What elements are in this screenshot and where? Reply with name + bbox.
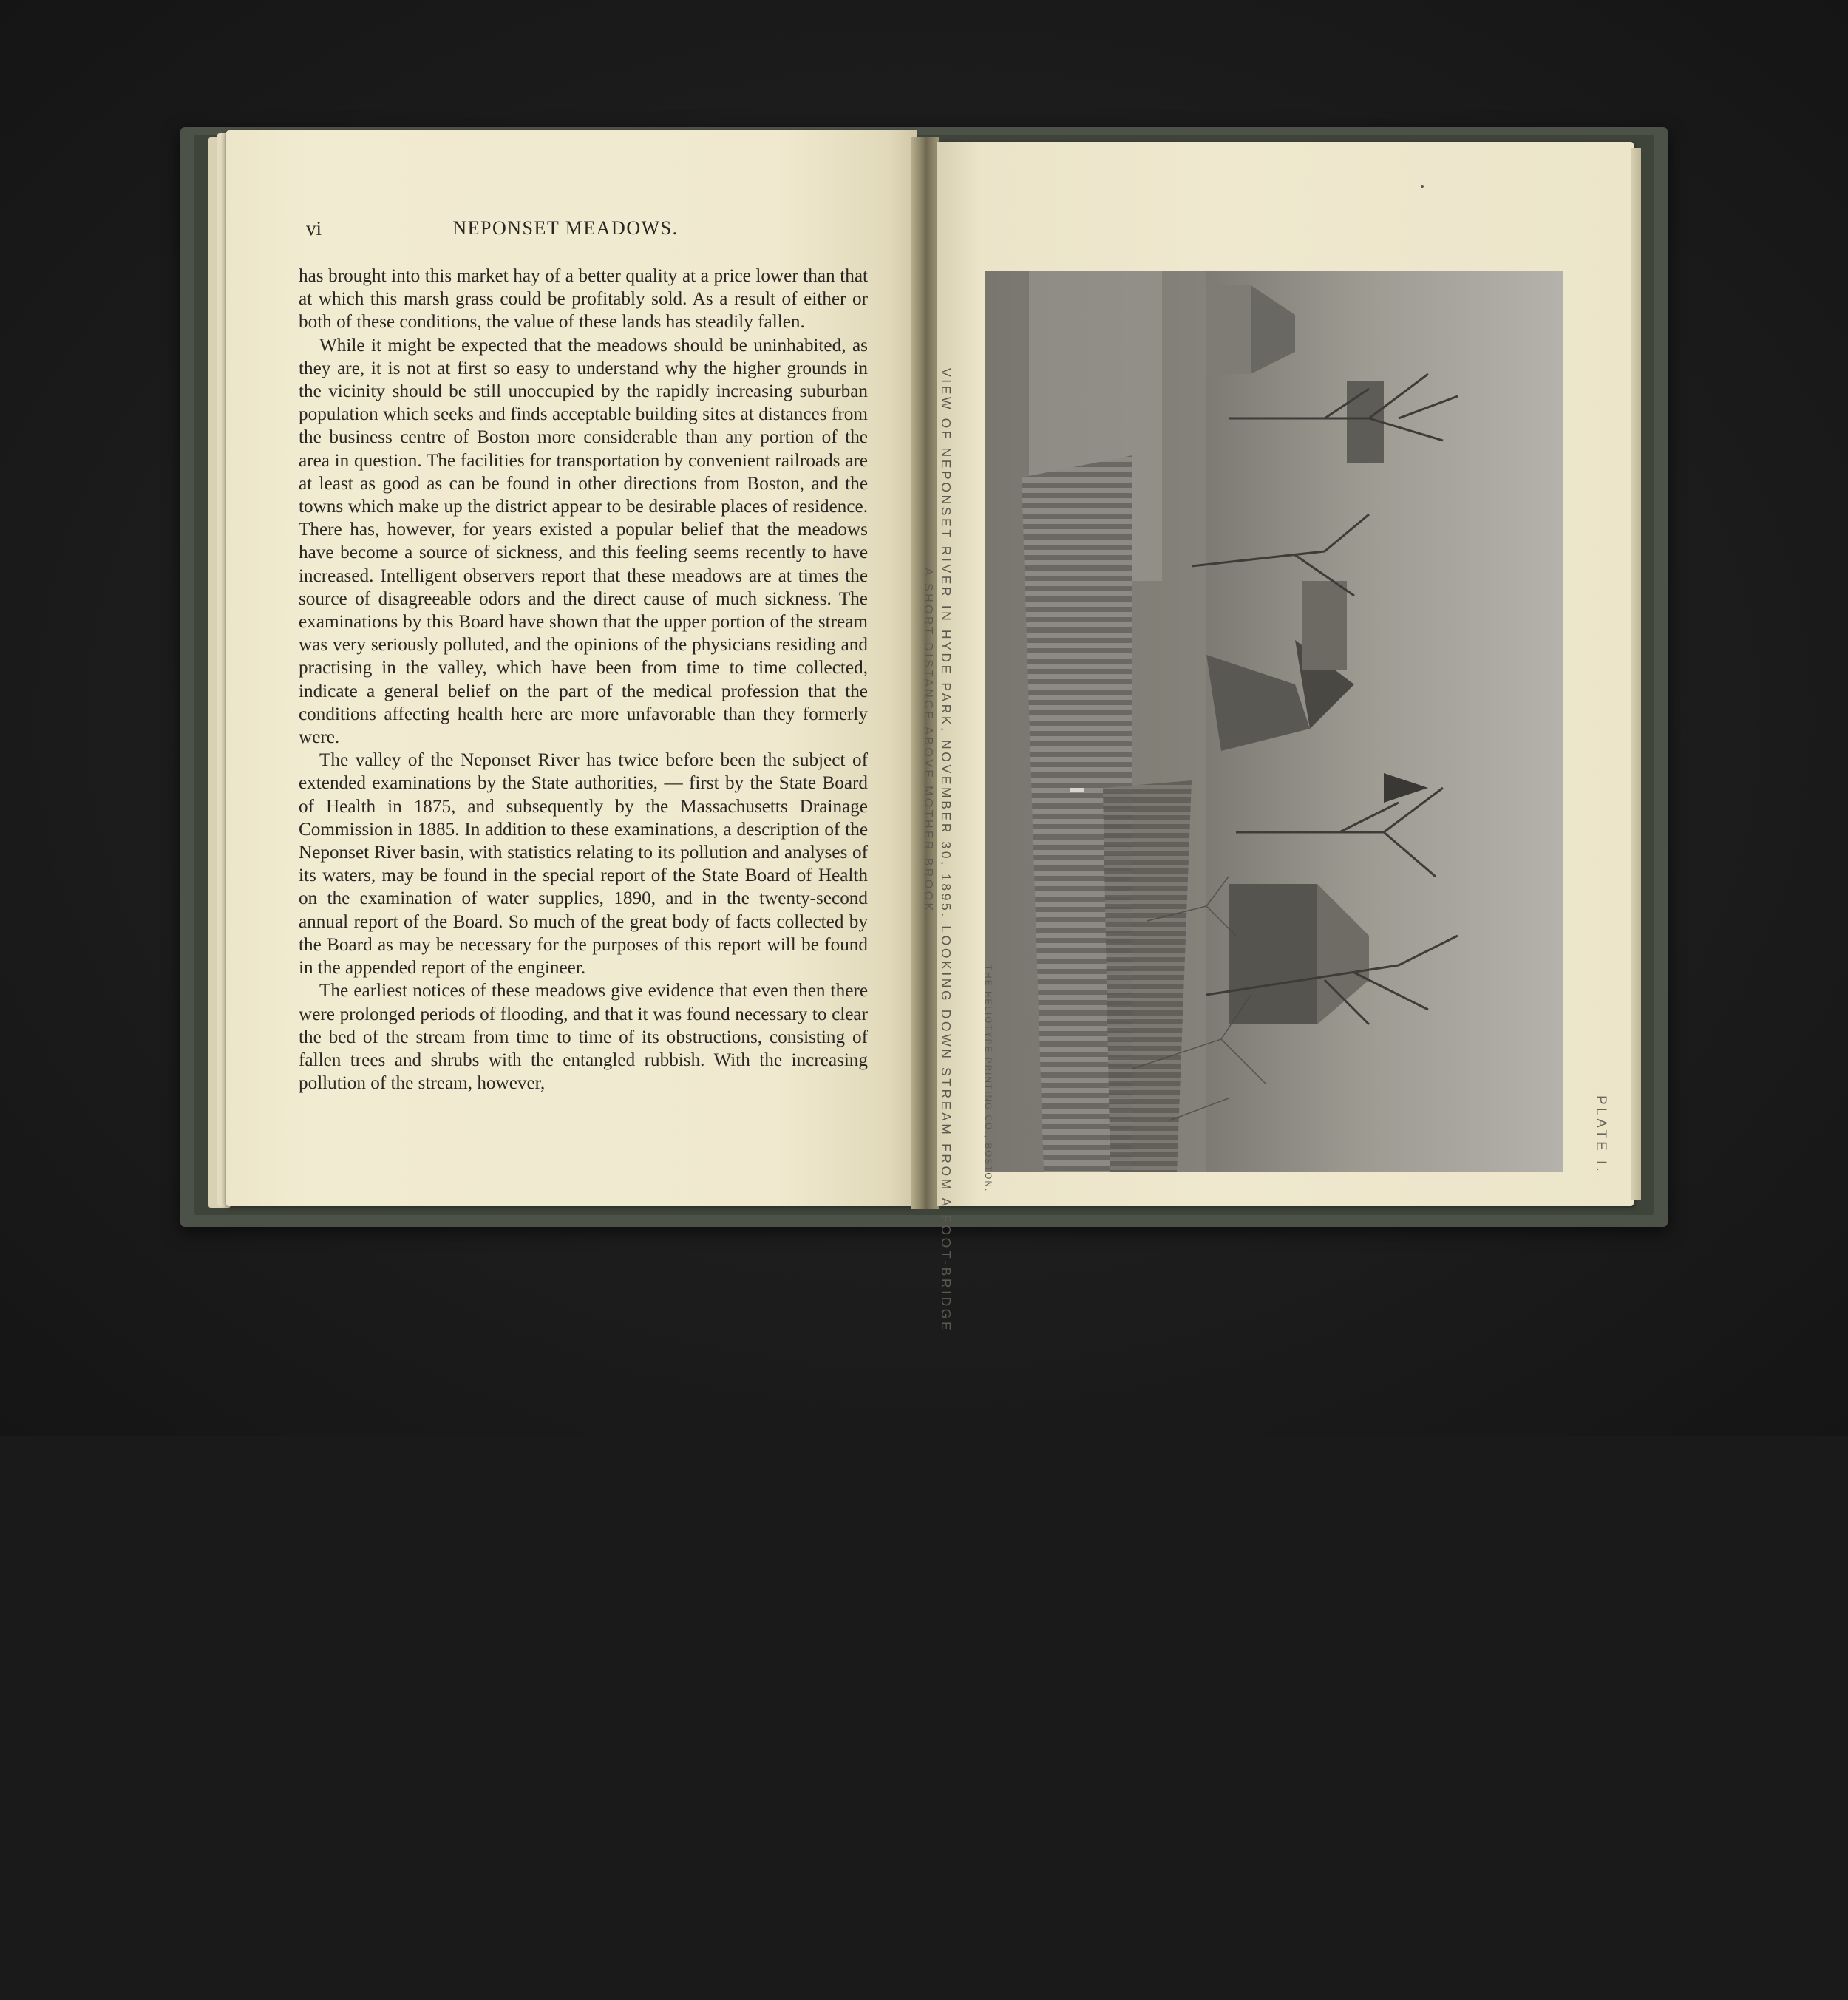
plate-label: PLATE I.: [1593, 1095, 1608, 1174]
paragraph: has brought into this market hay of a better quality at a price lower than that at which this marsh grass could be profitably sold. As a result of either or both of these conditions, the value of these lands has steadily fallen.: [299, 266, 868, 333]
paragraph: While it might be expected that the meadows should be uninhabited, as they are, it is not at first so easy to understand why the higher grounds in the vicinity should be still unoccupied by the rapidly increasing suburban population which seeks and finds acceptable building sites at distances from the business centre of Boston more considerable than any portion of the area in question. The facilities for transportation by convenient railroads are at least as good as can be found in other directions from Boston, and the towns which make up the district appear to be desirable places of residence. There has, however, for years existed a popular belief that the meadows have become a source of sickness, and this feeling seems recently to have increased. Intelligent observers report that these meadows are at times the source of disagreeable odors and the direct cause of much sickness. The examinations by this Board have shown that the upper portion of the stream was very seriously polluted, and the opinions of the physicians residing and practising in the valley, which have been from time to time collected, indicate a general belief on the part of the medical profession that the conditions affecting health here are more unfavorable than they formerly were.: [299, 335, 868, 748]
page-number: vi: [306, 217, 322, 239]
plate-caption-line1: VIEW OF NEPONSET RIVER IN HYDE PARK, NOVEMBER 30, 1895. LOOKING DOWN STREAM FROM A FOOT-BRIDGE: [939, 368, 954, 1333]
page-edges-right: [1631, 148, 1641, 1200]
running-head: NEPONSET MEADOWS.: [452, 217, 679, 239]
paragraph: The valley of the Neponset River has twice before been the subject of extended examinations by the State authorities, — first by the State Board of Health in 1875, and subsequently by the Massachusetts Drainage Commission in 1885. In addition to these examinations, a description of the Neponset River basin, with statistics relating to its pollution and analyses of its waters, may be found in the special report of the State Board of Health on the examination of water supplies, 1890, and in the twenty-second annual report of the Board. So much of the great body of facts collected by the Board as may be necessary for the purposes of this report will be found in the appended report of the engineer.: [299, 750, 868, 979]
body-text: [299, 265, 868, 1095]
paragraph: The earliest notices of these meadows give evidence that even then there were prolonged periods of flooding, and that it was found necessary to clear the bed of the stream from time to time of its obstructions, consisting of fallen trees and shrubs with the entangled rubbish. With the increasing pollution of the stream, however,: [299, 981, 868, 1094]
river-scene-image: [985, 271, 1563, 1172]
paper-speck: [1421, 185, 1424, 188]
plate-caption-line2: A SHORT DISTANCE ABOVE MOTHER BROOK.: [922, 568, 934, 919]
plate-photograph: [985, 271, 1563, 1172]
printer-credit: THE HELIOTYPE PRINTING CO., BOSTON.: [983, 965, 992, 1193]
